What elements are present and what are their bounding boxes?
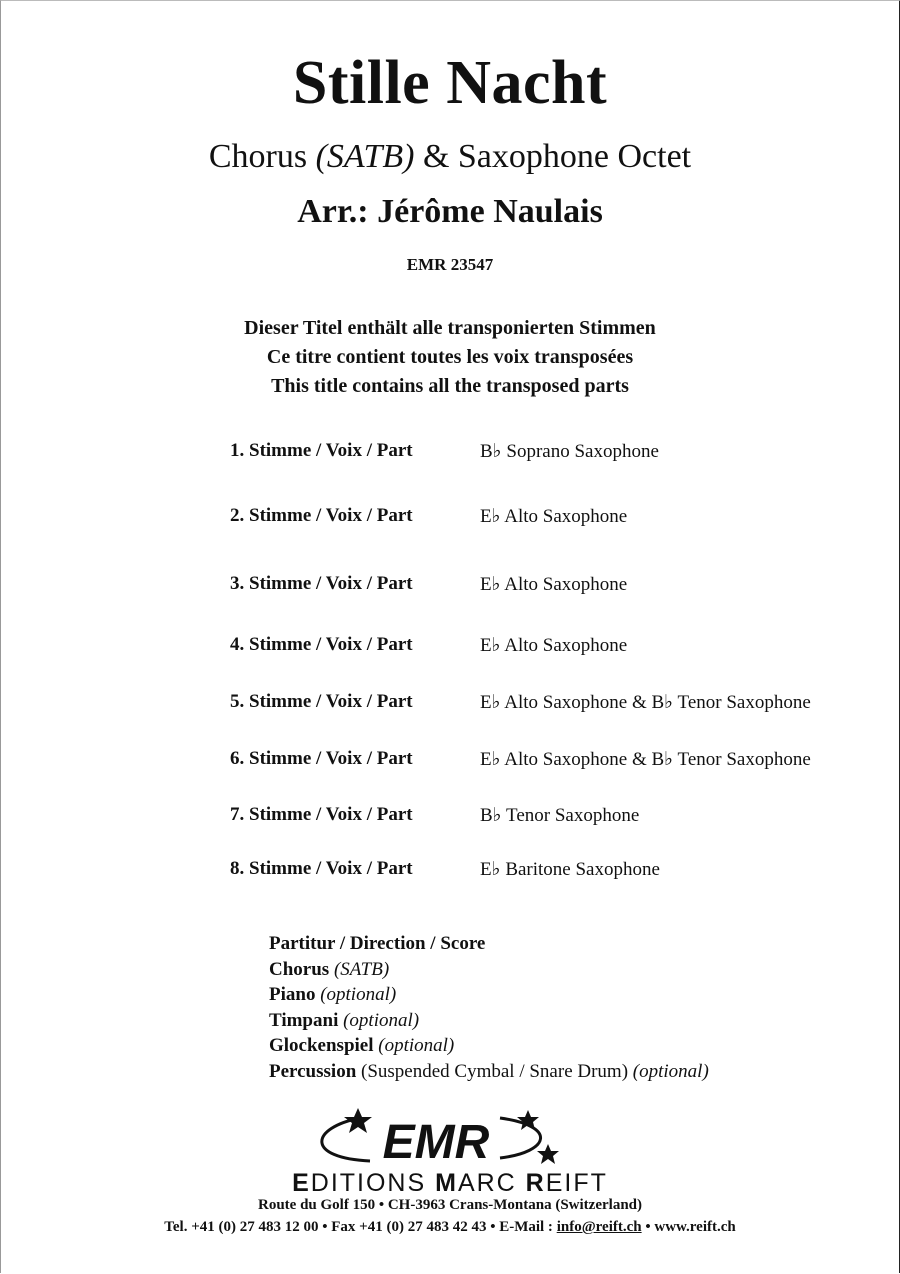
part-instrument: B♭ Soprano Saxophone xyxy=(480,441,659,462)
part-label: 5. Stimme / Voix / Part xyxy=(230,691,413,712)
extra-item: Piano (optional) xyxy=(269,984,397,1005)
star-icon xyxy=(517,1110,539,1130)
subtitle-post: & Saxophone Octet xyxy=(414,138,692,175)
part-instrument: B♭ Tenor Saxophone xyxy=(480,805,640,826)
subtitle xyxy=(0,138,900,176)
star-icon xyxy=(537,1144,559,1164)
extra-item: Glockenspiel (optional) xyxy=(269,1035,455,1056)
additional-parts xyxy=(269,931,709,1084)
page-title: Stille Nacht xyxy=(292,49,608,117)
part-instrument: E♭ Alto Saxophone & B♭ Tenor Saxophone xyxy=(480,749,811,770)
extra-item: Partitur / Direction / Score xyxy=(269,933,486,954)
emr-logo xyxy=(300,1106,570,1172)
part-label: 2. Stimme / Voix / Part xyxy=(230,505,413,526)
notice-line-de: Dieser Titel enthält alle transponierten Stimmen xyxy=(244,317,656,339)
part-label: 4. Stimme / Voix / Part xyxy=(230,634,413,655)
catalog-number: EMR 23547 xyxy=(406,255,494,274)
extra-item: Chorus (SATB) xyxy=(269,958,390,980)
subtitle-voicing: (SATB) xyxy=(315,138,415,175)
part-instrument: E♭ Alto Saxophone & B♭ Tenor Saxophone xyxy=(480,692,811,713)
part-label: 7. Stimme / Voix / Part xyxy=(230,804,413,825)
logo-swoosh-right xyxy=(500,1118,541,1158)
extra-item: Percussion (Suspended Cymbal / Snare Drum) (optional) xyxy=(269,1060,709,1082)
part-label: 8. Stimme / Voix / Part xyxy=(230,858,413,879)
notice-line-en: This title contains all the transposed parts xyxy=(271,375,629,397)
logo-text: EMR xyxy=(382,1116,490,1169)
part-instrument: E♭ Alto Saxophone xyxy=(480,574,628,595)
email-link[interactable]: info@reift.ch xyxy=(556,1219,642,1235)
subtitle-pre: Chorus xyxy=(208,138,316,175)
emr-logo-graphic xyxy=(300,1106,570,1172)
part-instrument: E♭ Baritone Saxophone xyxy=(480,859,660,880)
part-label: 6. Stimme / Voix / Part xyxy=(230,748,413,769)
notice-line-fr: Ce titre contient toutes les voix transposées xyxy=(266,346,634,368)
transposed-parts-notice xyxy=(0,314,900,401)
publisher-name: EDITIONS MARC REIFT xyxy=(292,1169,608,1197)
publisher-contact: Tel. +41 (0) 27 483 12 00 • Fax +41 (0) 27 483 42 43 • E-Mail : info@reift.ch • www.reift.ch xyxy=(164,1219,736,1235)
publisher-address: Route du Golf 150 • CH-3963 Crans-Montana (Switzerland) xyxy=(258,1197,642,1213)
part-label: 1. Stimme / Voix / Part xyxy=(230,440,413,461)
arranger: Arr.: Jérôme Naulais xyxy=(297,193,603,230)
part-instrument: E♭ Alto Saxophone xyxy=(480,506,628,527)
part-instrument: E♭ Alto Saxophone xyxy=(480,635,628,656)
extra-item: Timpani (optional) xyxy=(269,1009,420,1031)
part-label: 3. Stimme / Voix / Part xyxy=(230,573,413,594)
